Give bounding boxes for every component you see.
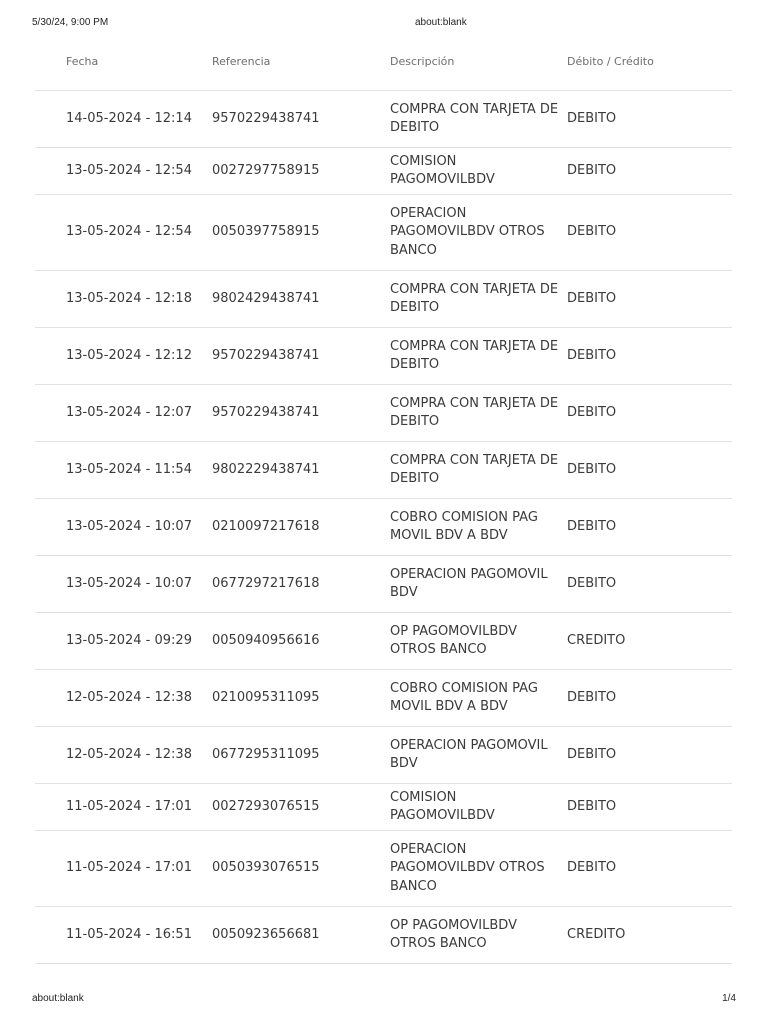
cell-descripcion: OP PAGOMOVILBDV OTROS BANCO (390, 613, 567, 670)
print-header (0, 17, 768, 31)
cell-fecha: 13-05-2024 - 12:54 (35, 195, 212, 271)
transactions-table (35, 33, 732, 964)
cell-fecha: 11-05-2024 - 16:51 (35, 907, 212, 964)
page-number: 1/4 (722, 993, 736, 1004)
cell-referencia: 9570229438741 (212, 328, 390, 385)
cell-referencia: 0050397758915 (212, 195, 390, 271)
cell-tipo: DEBITO (567, 442, 732, 499)
cell-tipo: DEBITO (567, 271, 732, 328)
cell-tipo: DEBITO (567, 195, 732, 271)
cell-descripcion: COMPRA CON TARJETA DE DEBITO (390, 271, 567, 328)
cell-tipo: DEBITO (567, 784, 732, 831)
cell-fecha: 11-05-2024 - 17:01 (35, 831, 212, 907)
cell-descripcion: COMPRA CON TARJETA DE DEBITO (390, 442, 567, 499)
cell-descripcion: OP PAGOMOVILBDV OTROS BANCO (390, 907, 567, 964)
cell-descripcion: OPERACION PAGOMOVILBDV OTROS BANCO (390, 831, 567, 907)
cell-fecha: 13-05-2024 - 12:07 (35, 385, 212, 442)
print-page-title: about:blank (415, 17, 467, 28)
cell-referencia: 0210095311095 (212, 670, 390, 727)
cell-referencia: 0027293076515 (212, 784, 390, 831)
print-page-url: about:blank (32, 993, 84, 1004)
cell-descripcion: COBRO COMISION PAG MOVIL BDV A BDV (390, 670, 567, 727)
cell-fecha: 13-05-2024 - 10:07 (35, 556, 212, 613)
cell-descripcion: COMISION PAGOMOVILBDV (390, 148, 567, 195)
cell-descripcion: OPERACION PAGOMOVIL BDV (390, 727, 567, 784)
cell-tipo: DEBITO (567, 91, 732, 148)
cell-fecha: 13-05-2024 - 10:07 (35, 499, 212, 556)
cell-referencia: 9570229438741 (212, 91, 390, 148)
cell-tipo: CREDITO (567, 907, 732, 964)
cell-fecha: 13-05-2024 - 12:12 (35, 328, 212, 385)
table-row (35, 556, 732, 613)
cell-fecha: 13-05-2024 - 09:29 (35, 613, 212, 670)
cell-tipo: DEBITO (567, 556, 732, 613)
cell-descripcion: OPERACION PAGOMOVILBDV OTROS BANCO (390, 195, 567, 271)
cell-descripcion: COMPRA CON TARJETA DE DEBITO (390, 385, 567, 442)
table-row (35, 727, 732, 784)
cell-tipo: DEBITO (567, 831, 732, 907)
cell-fecha: 13-05-2024 - 12:54 (35, 148, 212, 195)
table-row (35, 271, 732, 328)
cell-referencia: 9802429438741 (212, 271, 390, 328)
table-row (35, 670, 732, 727)
table-row (35, 499, 732, 556)
cell-referencia: 0050923656681 (212, 907, 390, 964)
cell-referencia: 0210097217618 (212, 499, 390, 556)
cell-descripcion: COMISION PAGOMOVILBDV (390, 784, 567, 831)
table-row (35, 784, 732, 831)
cell-referencia: 0027297758915 (212, 148, 390, 195)
cell-descripcion: COMPRA CON TARJETA DE DEBITO (390, 91, 567, 148)
table-row (35, 148, 732, 195)
header-row (35, 33, 732, 91)
cell-tipo: DEBITO (567, 727, 732, 784)
print-footer (0, 993, 768, 1007)
cell-descripcion: COMPRA CON TARJETA DE DEBITO (390, 328, 567, 385)
table-row (35, 385, 732, 442)
table-row (35, 442, 732, 499)
cell-tipo: DEBITO (567, 499, 732, 556)
table-row (35, 328, 732, 385)
table-body (35, 91, 732, 964)
print-datetime: 5/30/24, 9:00 PM (32, 17, 109, 28)
cell-referencia: 0677297217618 (212, 556, 390, 613)
cell-fecha: 12-05-2024 - 12:38 (35, 670, 212, 727)
table-row (35, 613, 732, 670)
table-row (35, 91, 732, 148)
cell-fecha: 12-05-2024 - 12:38 (35, 727, 212, 784)
table-header (35, 33, 732, 91)
cell-fecha: 13-05-2024 - 11:54 (35, 442, 212, 499)
column-header-referencia: Referencia (212, 33, 390, 91)
table-row (35, 831, 732, 907)
cell-tipo: DEBITO (567, 328, 732, 385)
table-row (35, 195, 732, 271)
cell-tipo: CREDITO (567, 613, 732, 670)
cell-fecha: 14-05-2024 - 12:14 (35, 91, 212, 148)
cell-referencia: 9802229438741 (212, 442, 390, 499)
cell-tipo: DEBITO (567, 385, 732, 442)
cell-referencia: 0677295311095 (212, 727, 390, 784)
cell-referencia: 0050393076515 (212, 831, 390, 907)
cell-descripcion: COBRO COMISION PAG MOVIL BDV A BDV (390, 499, 567, 556)
column-header-fecha: Fecha (35, 33, 212, 91)
table-row (35, 907, 732, 964)
cell-fecha: 13-05-2024 - 12:18 (35, 271, 212, 328)
cell-tipo: DEBITO (567, 148, 732, 195)
cell-referencia: 0050940956616 (212, 613, 390, 670)
cell-fecha: 11-05-2024 - 17:01 (35, 784, 212, 831)
cell-descripcion: OPERACION PAGOMOVIL BDV (390, 556, 567, 613)
cell-tipo: DEBITO (567, 670, 732, 727)
column-header-descripcion: Descripción (390, 33, 567, 91)
cell-referencia: 9570229438741 (212, 385, 390, 442)
column-header-debito-credito: Débito / Crédito (567, 33, 732, 91)
